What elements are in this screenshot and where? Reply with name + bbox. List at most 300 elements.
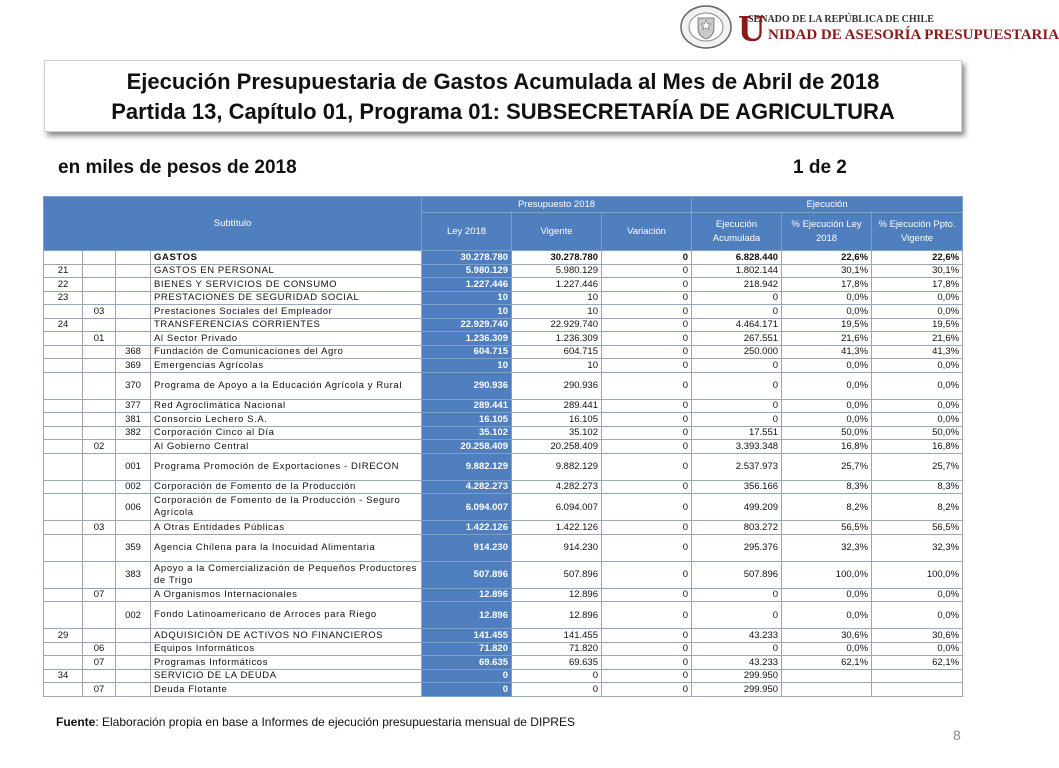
pct-vigente-value: 8,2% bbox=[872, 494, 963, 521]
ley-value: 16.105 bbox=[422, 413, 512, 427]
pct-vigente-value: 21,6% bbox=[872, 332, 963, 346]
item-code bbox=[83, 534, 116, 561]
ley-value: 10 bbox=[422, 291, 512, 305]
header-ejecucion-acumulada: Ejecución Acumulada bbox=[692, 213, 782, 251]
ejecucion-value: 299.950 bbox=[692, 669, 782, 683]
subtitulo-code bbox=[44, 534, 83, 561]
variacion-value: 0 bbox=[602, 480, 692, 494]
variacion-value: 0 bbox=[602, 561, 692, 588]
table-row bbox=[44, 264, 963, 278]
budget-table-container bbox=[43, 196, 962, 698]
ley-value: 20.258.409 bbox=[422, 440, 512, 454]
budget-table bbox=[43, 196, 963, 697]
pct-vigente-value: 19,5% bbox=[872, 318, 963, 332]
table-row bbox=[44, 426, 963, 440]
table-row bbox=[44, 440, 963, 454]
asignacion-code: 382 bbox=[116, 426, 151, 440]
variacion-value: 0 bbox=[602, 453, 692, 480]
subtitulo-code: 23 bbox=[44, 291, 83, 305]
header-variacion: Variación bbox=[602, 213, 692, 251]
subtitulo-code: 21 bbox=[44, 264, 83, 278]
ley-value: 71.820 bbox=[422, 642, 512, 656]
row-label: Fundación de Comunicaciones del Agro bbox=[151, 345, 422, 359]
item-code bbox=[83, 413, 116, 427]
table-row bbox=[44, 656, 963, 670]
pct-ley-value: 30,1% bbox=[782, 264, 872, 278]
vigente-value: 1.227.446 bbox=[512, 278, 602, 292]
vigente-value: 289.441 bbox=[512, 399, 602, 413]
title-line-1: Ejecución Presupuestaria de Gastos Acumulada al Mes de Abril de 2018 bbox=[126, 69, 880, 94]
item-code bbox=[83, 426, 116, 440]
variacion-value: 0 bbox=[602, 521, 692, 535]
vigente-value: 69.635 bbox=[512, 656, 602, 670]
table-row bbox=[44, 318, 963, 332]
pct-vigente-value: 0,0% bbox=[872, 413, 963, 427]
ejecucion-value: 250.000 bbox=[692, 345, 782, 359]
ejecucion-value: 356.166 bbox=[692, 480, 782, 494]
row-label: SERVICIO DE LA DEUDA bbox=[151, 669, 422, 683]
ley-value: 1.227.446 bbox=[422, 278, 512, 292]
table-row bbox=[44, 413, 963, 427]
subtitulo-code: 22 bbox=[44, 278, 83, 292]
pct-vigente-value: 56,5% bbox=[872, 521, 963, 535]
header-presupuesto: Presupuesto 2018 bbox=[422, 197, 692, 213]
vigente-value: 9.882.129 bbox=[512, 453, 602, 480]
vigente-value: 604.715 bbox=[512, 345, 602, 359]
item-code bbox=[83, 278, 116, 292]
row-label: TRANSFERENCIAS CORRIENTES bbox=[151, 318, 422, 332]
item-code bbox=[83, 345, 116, 359]
ejecucion-value: 499.209 bbox=[692, 494, 782, 521]
row-label: A Organismos Internacionales bbox=[151, 588, 422, 602]
pct-vigente-value: 25,7% bbox=[872, 453, 963, 480]
row-label: ADQUISICIÓN DE ACTIVOS NO FINANCIEROS bbox=[151, 629, 422, 643]
item-code bbox=[83, 494, 116, 521]
item-code bbox=[83, 629, 116, 643]
row-label: Programa de Apoyo a la Educación Agrícola y Rural bbox=[151, 372, 422, 399]
ley-value: 22.929.740 bbox=[422, 318, 512, 332]
subtitulo-code: 24 bbox=[44, 318, 83, 332]
header-logo bbox=[672, 4, 1059, 52]
subtitulo-code bbox=[44, 332, 83, 346]
asignacion-code: 377 bbox=[116, 399, 151, 413]
variacion-value: 0 bbox=[602, 534, 692, 561]
table-row bbox=[44, 359, 963, 373]
variacion-value: 0 bbox=[602, 426, 692, 440]
ejecucion-value: 507.896 bbox=[692, 561, 782, 588]
ejecucion-value: 0 bbox=[692, 399, 782, 413]
variacion-value: 0 bbox=[602, 345, 692, 359]
ley-value: 604.715 bbox=[422, 345, 512, 359]
subtitulo-code bbox=[44, 561, 83, 588]
asignacion-code bbox=[116, 521, 151, 535]
row-label: Corporación Cinco al Día bbox=[151, 426, 422, 440]
subtitulo-code bbox=[44, 305, 83, 319]
asignacion-code bbox=[116, 683, 151, 697]
header-pct-ley: % Ejecución Ley 2018 bbox=[782, 213, 872, 251]
pct-ley-value: 16,8% bbox=[782, 440, 872, 454]
row-label: A Otras Entidades Públicas bbox=[151, 521, 422, 535]
unidad-initial: U bbox=[738, 8, 766, 50]
ley-value: 30.278.780 bbox=[422, 251, 512, 265]
pct-ley-value: 0,0% bbox=[782, 602, 872, 629]
pct-vigente-value: 32,3% bbox=[872, 534, 963, 561]
pct-ley-value: 100,0% bbox=[782, 561, 872, 588]
pct-ley-value: 0,0% bbox=[782, 372, 872, 399]
ejecucion-value: 0 bbox=[692, 413, 782, 427]
pct-vigente-value: 0,0% bbox=[872, 399, 963, 413]
pct-ley-value: 0,0% bbox=[782, 305, 872, 319]
vigente-value: 4.282.273 bbox=[512, 480, 602, 494]
ejecucion-value: 295.376 bbox=[692, 534, 782, 561]
subtitulo-code bbox=[44, 602, 83, 629]
vigente-value: 10 bbox=[512, 359, 602, 373]
pct-ley-value: 0,0% bbox=[782, 588, 872, 602]
pct-vigente-value: 0,0% bbox=[872, 305, 963, 319]
pct-vigente-value: 0,0% bbox=[872, 588, 963, 602]
ejecucion-value: 2.537.973 bbox=[692, 453, 782, 480]
subtitulo-code: 34 bbox=[44, 669, 83, 683]
variacion-value: 0 bbox=[602, 332, 692, 346]
subtitulo-code bbox=[44, 642, 83, 656]
variacion-value: 0 bbox=[602, 494, 692, 521]
asignacion-code bbox=[116, 656, 151, 670]
pct-ley-value: 0,0% bbox=[782, 413, 872, 427]
asignacion-code bbox=[116, 291, 151, 305]
table-row bbox=[44, 291, 963, 305]
header-ley: Ley 2018 bbox=[422, 213, 512, 251]
vigente-value: 1.422.126 bbox=[512, 521, 602, 535]
ejecucion-value: 1.802.144 bbox=[692, 264, 782, 278]
ejecucion-value: 0 bbox=[692, 588, 782, 602]
ley-value: 10 bbox=[422, 359, 512, 373]
table-row bbox=[44, 534, 963, 561]
asignacion-code bbox=[116, 440, 151, 454]
pct-ley-value: 0,0% bbox=[782, 291, 872, 305]
item-code: 03 bbox=[83, 305, 116, 319]
pct-vigente-value: 0,0% bbox=[872, 602, 963, 629]
row-label: Programa Promoción de Exportaciones - DIRECON bbox=[151, 453, 422, 480]
vigente-value: 290.936 bbox=[512, 372, 602, 399]
ley-value: 12.896 bbox=[422, 602, 512, 629]
table-row bbox=[44, 345, 963, 359]
pct-vigente-value: 41,3% bbox=[872, 345, 963, 359]
units-subtitle: en miles de pesos de 2018 bbox=[58, 157, 297, 178]
item-code bbox=[83, 561, 116, 588]
pct-ley-value: 0,0% bbox=[782, 642, 872, 656]
table-row bbox=[44, 683, 963, 697]
pct-ley-value: 8,3% bbox=[782, 480, 872, 494]
table-row bbox=[44, 494, 963, 521]
pct-vigente-value: 16,8% bbox=[872, 440, 963, 454]
item-code bbox=[83, 291, 116, 305]
item-code bbox=[83, 399, 116, 413]
title-line-2: Partida 13, Capítulo 01, Programa 01: SUBSECRETARÍA DE AGRICULTURA bbox=[111, 99, 895, 124]
vigente-value: 141.455 bbox=[512, 629, 602, 643]
asignacion-code: 001 bbox=[116, 453, 151, 480]
pct-ley-value: 21,6% bbox=[782, 332, 872, 346]
variacion-value: 0 bbox=[602, 629, 692, 643]
ley-value: 141.455 bbox=[422, 629, 512, 643]
asignacion-code bbox=[116, 251, 151, 265]
ejecucion-value: 17.551 bbox=[692, 426, 782, 440]
asignacion-code: 370 bbox=[116, 372, 151, 399]
variacion-value: 0 bbox=[602, 602, 692, 629]
row-label: PRESTACIONES DE SEGURIDAD SOCIAL bbox=[151, 291, 422, 305]
table-row bbox=[44, 561, 963, 588]
ley-value: 1.236.309 bbox=[422, 332, 512, 346]
source-note bbox=[56, 715, 575, 729]
variacion-value: 0 bbox=[602, 318, 692, 332]
pct-vigente-value: 17,8% bbox=[872, 278, 963, 292]
item-code: 02 bbox=[83, 440, 116, 454]
asignacion-code: 006 bbox=[116, 494, 151, 521]
pct-vigente-value: 30,1% bbox=[872, 264, 963, 278]
vigente-value: 1.236.309 bbox=[512, 332, 602, 346]
row-label: Emergencias Agrícolas bbox=[151, 359, 422, 373]
variacion-value: 0 bbox=[602, 359, 692, 373]
item-code: 01 bbox=[83, 332, 116, 346]
ley-value: 289.441 bbox=[422, 399, 512, 413]
vigente-value: 0 bbox=[512, 683, 602, 697]
table-row bbox=[44, 332, 963, 346]
row-label: GASTOS bbox=[151, 251, 422, 265]
row-label: Programas Informáticos bbox=[151, 656, 422, 670]
title-box bbox=[44, 60, 962, 132]
asignacion-code: 359 bbox=[116, 534, 151, 561]
subtitulo-code bbox=[44, 494, 83, 521]
header-vigente: Vigente bbox=[512, 213, 602, 251]
ley-value: 10 bbox=[422, 305, 512, 319]
table-row bbox=[44, 588, 963, 602]
ley-value: 0 bbox=[422, 669, 512, 683]
ley-value: 5.980.129 bbox=[422, 264, 512, 278]
ejecucion-value: 267.551 bbox=[692, 332, 782, 346]
row-label: Corporación de Fomento de la Producción bbox=[151, 480, 422, 494]
item-code bbox=[83, 251, 116, 265]
item-code bbox=[83, 318, 116, 332]
vigente-value: 10 bbox=[512, 291, 602, 305]
row-label: Agencia Chilena para la Inocuidad Alimentaria bbox=[151, 534, 422, 561]
subtitulo-code bbox=[44, 453, 83, 480]
variacion-value: 0 bbox=[602, 291, 692, 305]
table-row bbox=[44, 278, 963, 292]
table-row bbox=[44, 251, 963, 265]
item-code bbox=[83, 480, 116, 494]
variacion-value: 0 bbox=[602, 305, 692, 319]
item-code bbox=[83, 453, 116, 480]
pct-ley-value: 8,2% bbox=[782, 494, 872, 521]
pct-vigente-value: 30,6% bbox=[872, 629, 963, 643]
table-row bbox=[44, 453, 963, 480]
vigente-value: 507.896 bbox=[512, 561, 602, 588]
row-label: Al Gobierno Central bbox=[151, 440, 422, 454]
variacion-value: 0 bbox=[602, 440, 692, 454]
vigente-value: 10 bbox=[512, 305, 602, 319]
ley-value: 6.094.007 bbox=[422, 494, 512, 521]
ejecucion-value: 43.233 bbox=[692, 629, 782, 643]
asignacion-code: 002 bbox=[116, 602, 151, 629]
ley-value: 0 bbox=[422, 683, 512, 697]
subtitulo-code bbox=[44, 656, 83, 670]
table-row bbox=[44, 305, 963, 319]
subtitulo-code bbox=[44, 413, 83, 427]
subtitulo-code bbox=[44, 480, 83, 494]
pct-vigente-value: 8,3% bbox=[872, 480, 963, 494]
vigente-value: 12.896 bbox=[512, 588, 602, 602]
ejecucion-value: 3.393.348 bbox=[692, 440, 782, 454]
subtitulo-code bbox=[44, 372, 83, 399]
row-label: GASTOS EN PERSONAL bbox=[151, 264, 422, 278]
subtitulo-code bbox=[44, 521, 83, 535]
vigente-value: 71.820 bbox=[512, 642, 602, 656]
vigente-value: 914.230 bbox=[512, 534, 602, 561]
vigente-value: 30.278.780 bbox=[512, 251, 602, 265]
pct-vigente-value: 0,0% bbox=[872, 372, 963, 399]
row-label: Red Agroclimática Nacional bbox=[151, 399, 422, 413]
item-code bbox=[83, 669, 116, 683]
subtitulo-code bbox=[44, 588, 83, 602]
asignacion-code bbox=[116, 642, 151, 656]
variacion-value: 0 bbox=[602, 669, 692, 683]
header-ejecucion: Ejecución bbox=[692, 197, 963, 213]
variacion-value: 0 bbox=[602, 413, 692, 427]
pct-vigente-value: 0,0% bbox=[872, 291, 963, 305]
asignacion-code: 383 bbox=[116, 561, 151, 588]
ley-value: 12.896 bbox=[422, 588, 512, 602]
asignacion-code bbox=[116, 588, 151, 602]
senado-text: SENADO DE LA REPÚBLICA DE CHILE bbox=[748, 14, 934, 25]
pct-ley-value: 0,0% bbox=[782, 359, 872, 373]
ley-value: 69.635 bbox=[422, 656, 512, 670]
variacion-value: 0 bbox=[602, 588, 692, 602]
pct-vigente-value bbox=[872, 669, 963, 683]
asignacion-code bbox=[116, 332, 151, 346]
pct-ley-value: 41,3% bbox=[782, 345, 872, 359]
variacion-value: 0 bbox=[602, 264, 692, 278]
asignacion-code bbox=[116, 278, 151, 292]
item-code bbox=[83, 264, 116, 278]
table-row bbox=[44, 521, 963, 535]
pct-vigente-value: 62,1% bbox=[872, 656, 963, 670]
vigente-value: 20.258.409 bbox=[512, 440, 602, 454]
page-number: 8 bbox=[953, 727, 961, 743]
row-label: Fondo Latinoamericano de Arroces para Riego bbox=[151, 602, 422, 629]
pct-ley-value: 22,6% bbox=[782, 251, 872, 265]
subtitulo-code bbox=[44, 426, 83, 440]
ejecucion-value: 4.464.171 bbox=[692, 318, 782, 332]
table-row bbox=[44, 399, 963, 413]
row-label: Equipos Informáticos bbox=[151, 642, 422, 656]
ejecucion-value: 0 bbox=[692, 305, 782, 319]
subtitulo-code bbox=[44, 399, 83, 413]
pct-vigente-value: 22,6% bbox=[872, 251, 963, 265]
pct-vigente-value: 0,0% bbox=[872, 359, 963, 373]
ley-value: 507.896 bbox=[422, 561, 512, 588]
pct-vigente-value: 50,0% bbox=[872, 426, 963, 440]
ley-value: 1.422.126 bbox=[422, 521, 512, 535]
pct-ley-value bbox=[782, 669, 872, 683]
pct-vigente-value: 100,0% bbox=[872, 561, 963, 588]
pct-ley-value: 56,5% bbox=[782, 521, 872, 535]
variacion-value: 0 bbox=[602, 683, 692, 697]
ejecucion-value: 0 bbox=[692, 602, 782, 629]
ley-value: 35.102 bbox=[422, 426, 512, 440]
ley-value: 4.282.273 bbox=[422, 480, 512, 494]
item-code: 03 bbox=[83, 521, 116, 535]
vigente-value: 0 bbox=[512, 669, 602, 683]
pct-ley-value: 62,1% bbox=[782, 656, 872, 670]
asignacion-code: 002 bbox=[116, 480, 151, 494]
subtitulo-code bbox=[44, 359, 83, 373]
row-label: Prestaciones Sociales del Empleador bbox=[151, 305, 422, 319]
ejecucion-value: 43.233 bbox=[692, 656, 782, 670]
ejecucion-value: 0 bbox=[692, 291, 782, 305]
header-subtitulo: Subtítulo bbox=[44, 197, 422, 251]
pct-vigente-value bbox=[872, 683, 963, 697]
variacion-value: 0 bbox=[602, 642, 692, 656]
row-label: Deuda Flotante bbox=[151, 683, 422, 697]
item-code bbox=[83, 359, 116, 373]
item-code: 07 bbox=[83, 656, 116, 670]
asignacion-code: 381 bbox=[116, 413, 151, 427]
ley-value: 914.230 bbox=[422, 534, 512, 561]
item-code: 07 bbox=[83, 683, 116, 697]
pct-ley-value: 25,7% bbox=[782, 453, 872, 480]
source-text: : Elaboración propia en base a Informes de ejecución presupuestaria mensual de DIPRES bbox=[95, 715, 575, 729]
vigente-value: 35.102 bbox=[512, 426, 602, 440]
item-code: 07 bbox=[83, 588, 116, 602]
row-label: Corporación de Fomento de la Producción - Seguro Agrícola bbox=[151, 494, 422, 521]
pct-ley-value: 30,6% bbox=[782, 629, 872, 643]
pct-ley-value: 0,0% bbox=[782, 399, 872, 413]
row-label: Consorcio Lechero S.A. bbox=[151, 413, 422, 427]
row-label: BIENES Y SERVICIOS DE CONSUMO bbox=[151, 278, 422, 292]
ejecucion-value: 218.942 bbox=[692, 278, 782, 292]
ejecucion-value: 6.828.440 bbox=[692, 251, 782, 265]
row-label: Al Sector Privado bbox=[151, 332, 422, 346]
item-code bbox=[83, 602, 116, 629]
pct-ley-value bbox=[782, 683, 872, 697]
subtitulo-code bbox=[44, 345, 83, 359]
asignacion-code bbox=[116, 264, 151, 278]
asignacion-code: 369 bbox=[116, 359, 151, 373]
ley-value: 290.936 bbox=[422, 372, 512, 399]
pct-ley-value: 50,0% bbox=[782, 426, 872, 440]
page-indicator: 1 de 2 bbox=[793, 157, 847, 178]
subtitulo-code: 29 bbox=[44, 629, 83, 643]
item-code bbox=[83, 372, 116, 399]
asignacion-code bbox=[116, 305, 151, 319]
subtitulo-code bbox=[44, 683, 83, 697]
vigente-value: 6.094.007 bbox=[512, 494, 602, 521]
pct-ley-value: 19,5% bbox=[782, 318, 872, 332]
vigente-value: 5.980.129 bbox=[512, 264, 602, 278]
asignacion-code: 368 bbox=[116, 345, 151, 359]
asignacion-code bbox=[116, 669, 151, 683]
source-label: Fuente bbox=[56, 715, 96, 729]
ejecucion-value: 803.272 bbox=[692, 521, 782, 535]
table-row bbox=[44, 642, 963, 656]
unidad-rest: NIDAD DE ASESORÍA PRESUPUESTARIA bbox=[768, 27, 1059, 43]
table-row bbox=[44, 669, 963, 683]
vigente-value: 16.105 bbox=[512, 413, 602, 427]
table-body bbox=[44, 251, 963, 697]
table-row bbox=[44, 480, 963, 494]
ejecucion-value: 0 bbox=[692, 359, 782, 373]
ejecucion-value: 0 bbox=[692, 372, 782, 399]
subtitulo-code bbox=[44, 251, 83, 265]
